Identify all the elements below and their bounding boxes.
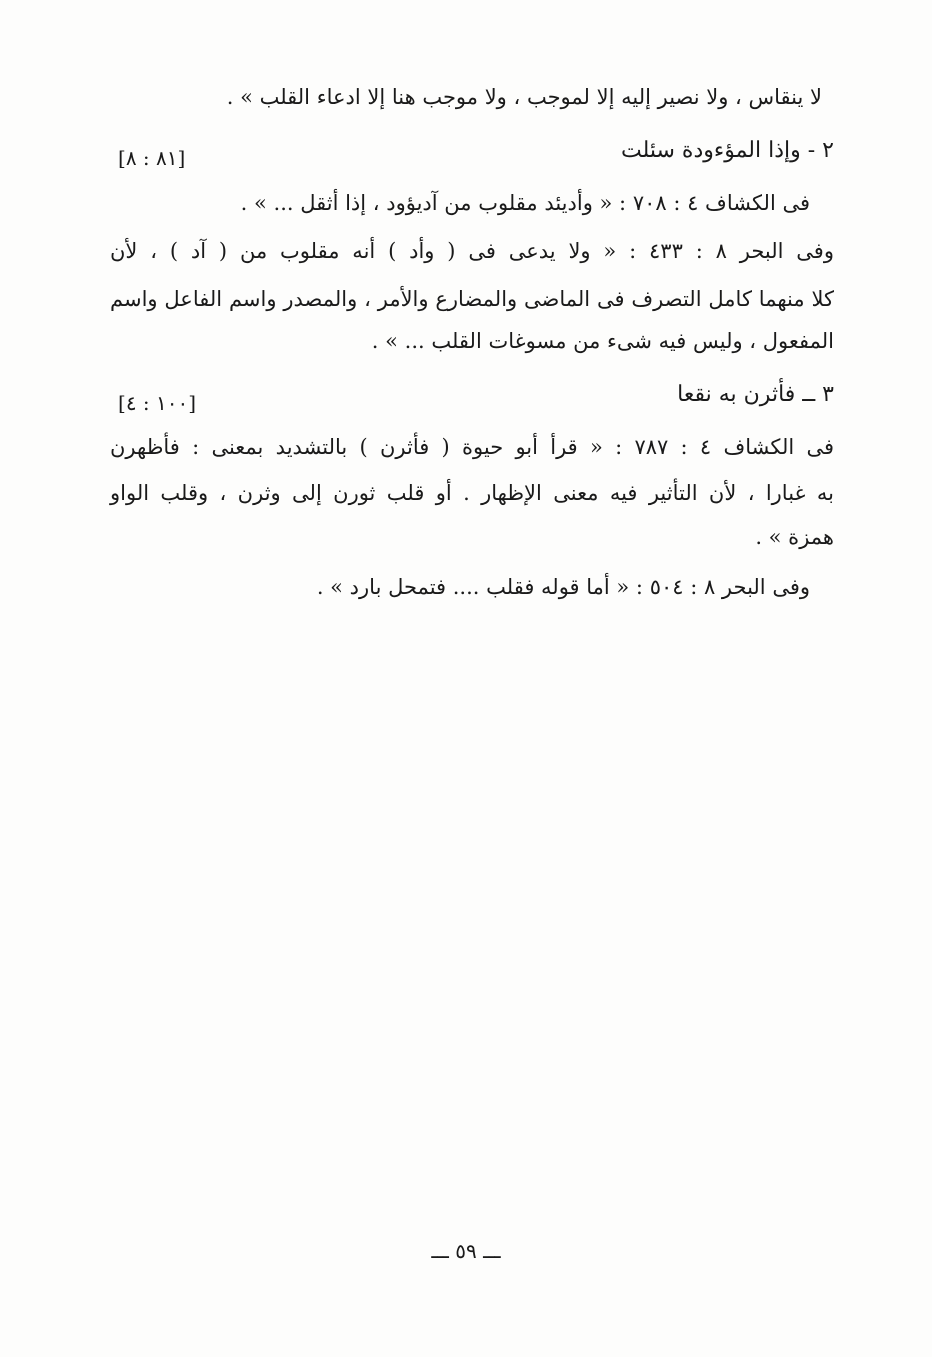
- text-line-4: وفى البحر ٨ : ٤٣٣ : « ولا يدعى فى ( وأد ) أنه مقلوب من ( آد ) ، لأن: [110, 239, 834, 263]
- verse-heading-2: ٢ - وإذا المؤءودة سئلت: [620, 138, 834, 163]
- verse-reference-2: [٨١ : ٨]: [118, 146, 186, 170]
- text-line-1: لا ينقاس ، ولا نصير إليه إلا لموجب ، ولا موجب هنا إلا ادعاء القلب » .: [226, 85, 822, 109]
- verse-heading-3: ٣ ــ فأثرن به نقعا: [677, 382, 834, 407]
- text-line-8: فى الكشاف ٤ : ٧٨٧ : « قرأ أبو حيوة ( فأثرن ) بالتشديد بمعنى : فأظهرن: [110, 435, 834, 459]
- text-line-10: همزة » .: [755, 525, 834, 549]
- text-line-6: المفعول ، وليس فيه شىء من مسوغات القلب ... » .: [371, 329, 834, 353]
- text-line-5: كلا منهما كامل التصرف فى الماضى والمضارع والأمر ، والمصدر واسم الفاعل واسم: [110, 287, 834, 311]
- page-number: ـــ ٥٩ ـــ: [431, 1239, 501, 1263]
- text-line-11: وفى البحر ٨ : ٥٠٤ : « أما قوله فقلب .... فتمحل بارد » .: [316, 575, 810, 599]
- text-line-9: به غبارا ، لأن التأثير فيه معنى الإظهار . أو قلب ثورن إلى وثرن ، وقلب الواو: [110, 481, 834, 505]
- verse-reference-3: [١٠٠ : ٤]: [118, 391, 197, 415]
- text-line-3: فى الكشاف ٤ : ٧٠٨ : « وأديئد مقلوب من آديؤود ، إذا أثقل ... » .: [240, 191, 810, 215]
